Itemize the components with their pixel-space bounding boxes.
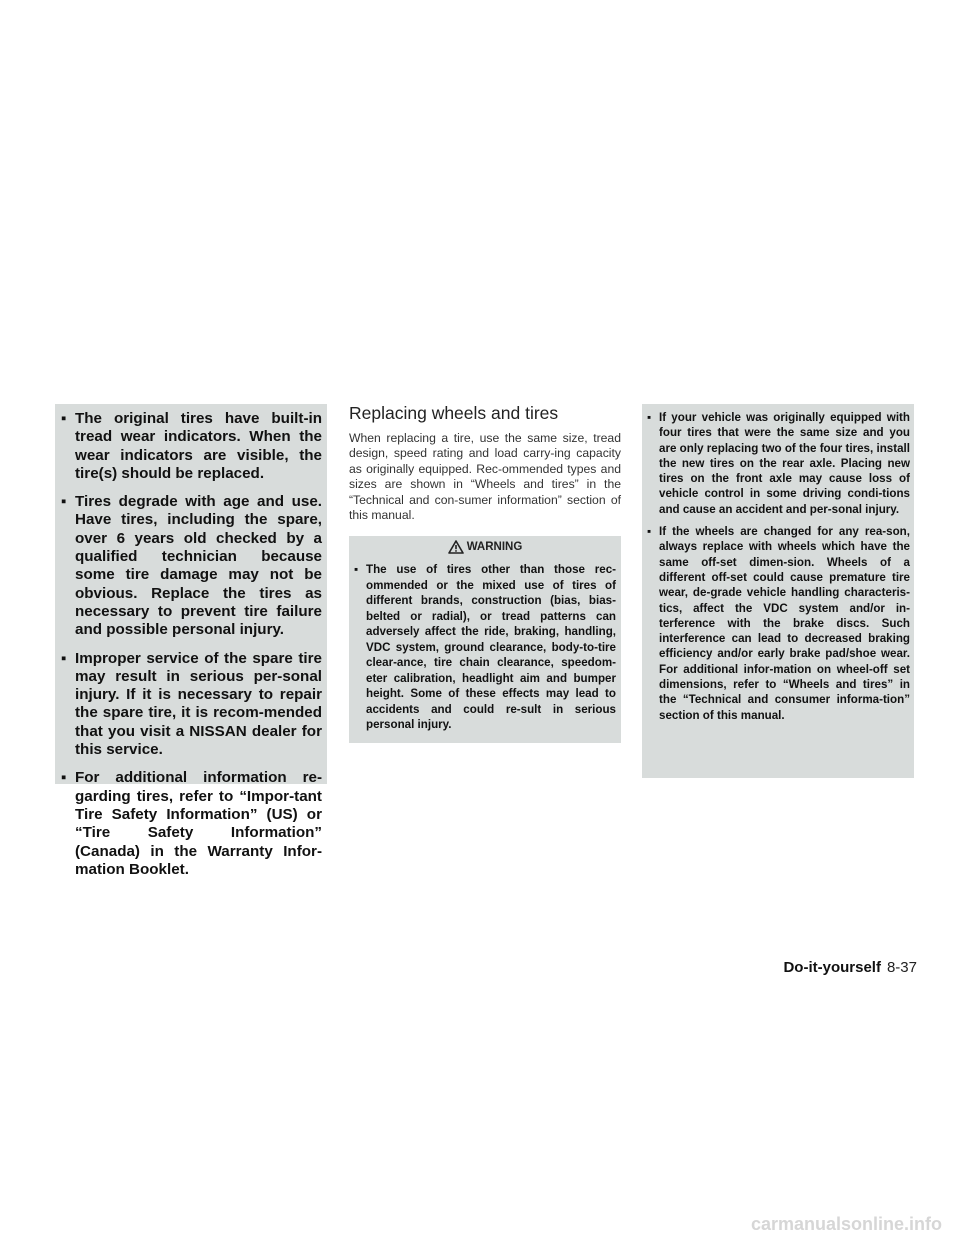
list-item: ▪ Improper service of the spare tire may result in serious per-sonal injury. If it is necessary to repair the spare tire, it is recom-mended that you visit a NISSAN dealer for this service. [75,650,322,760]
wheel-replacement-notes-box [642,404,914,778]
page-footer [0,958,917,978]
list-item: ▪ For additional information re-garding tires, refer to “Impor-tant Tire Safety Information” (US) or “Tire Safety Information” (Canada) in the Warranty Infor-mation Booklet. [75,769,322,879]
warning-triangle-icon [448,540,464,554]
section-title: Replacing wheels and tires [349,403,559,423]
list-item: ▪ If the wheels are changed for any rea-son, always replace with wheels which have the same off-set dimen-sion. Wheels of a different off-set could cause premature tire wear, de-grade vehicle handling characteris-tics, affect the VDC system and/or in-terference with the brake discs. Such interference can lead to decreased braking efficiency and/or early brake pad/shoe wear. For additional infor-mation on wheel-off set dimensions, refer to “Wheels and tires” in the “Technical and consumer informa-tion” section of this manual. [659,524,910,723]
list-item: ▪ Tires degrade with age and use. Have tires, including the spare, over 6 years old checked by a qualified technician because some tire damage may not be obvious. Replace the tires as necessary to prevent tire failure and possible personal injury. [75,493,322,639]
warning-list [349,556,621,733]
warning-box [349,536,621,743]
footer-section-name: Do-it-yourself [783,959,881,976]
warning-header [349,537,621,557]
wheel-replacement-list [642,404,914,723]
list-item: ▪ The use of tires other than those rec-ommended or the mixed use of tires of different brands, construction (bias, bias-belted or radial), or tread patterns can adversely affect the ride, braking, handling, VDC system, ground clearance, body-to-tire clear-ance, tire chain clearance, speedom-eter calibration, headlight aim and bumper height. Some of these effects may lead to accidents and could re-sult in serious personal injury. [366,562,616,733]
list-item: ▪ The original tires have built-in tread wear indicators. When the wear indicators are visible, the tire(s) should be replaced. [75,410,322,483]
watermark: carmanualsonline.info [750,1214,942,1234]
section-intro: When replacing a tire, use the same size, tread design, speed rating and load carry-ing capacity as originally equipped. Rec-ommended types and sizes are shown in “Wheels and tires” in the “Technical and con-sumer information” section of this manual. [349,431,621,523]
tire-safety-notes-box [55,404,327,878]
tire-safety-list [55,404,327,879]
list-item: ▪ If your vehicle was originally equipped with four tires that were the same size and you are only replacing two of the four tires, install the new tires on the rear axle. Placing new tires on the front axle may cause loss of vehicle control in some driving condi-tions and cause an accident and per-sonal injury. [659,410,910,517]
page-number: 8-37 [886,959,917,976]
warning-label: WARNING [466,541,523,553]
